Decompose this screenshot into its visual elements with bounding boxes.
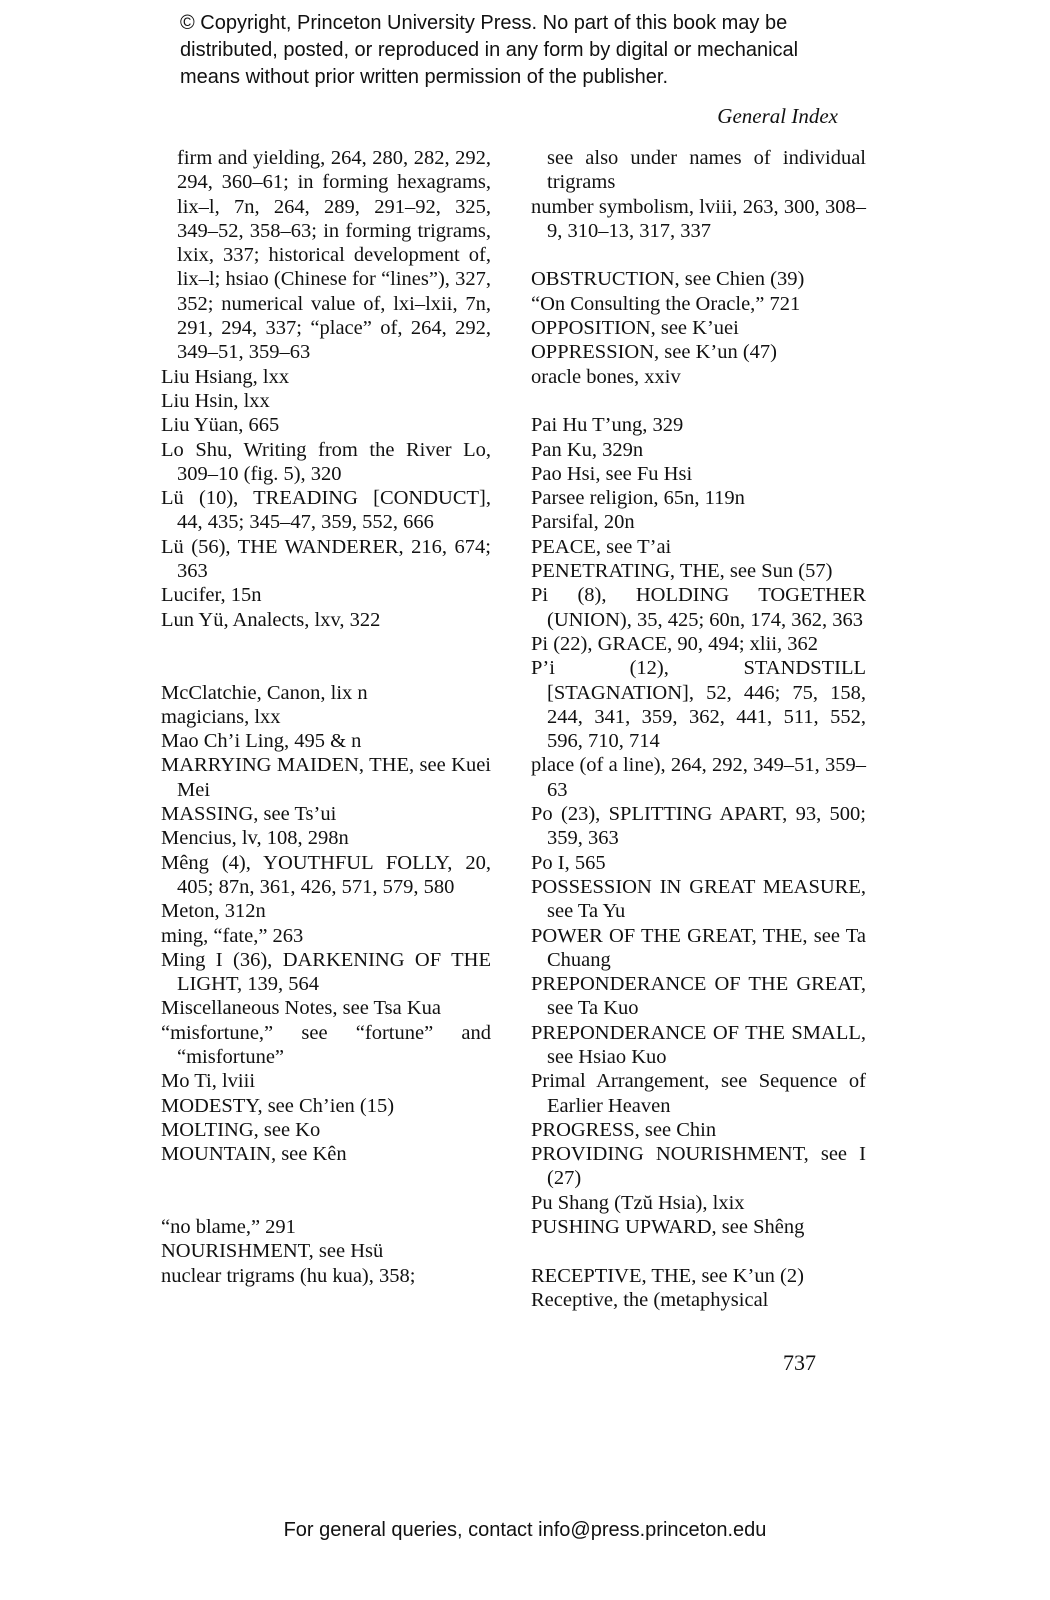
index-entry: Liu Hsin, lxx <box>161 389 270 412</box>
index-entry: firm and yielding, 264, 280, 282, 292, 294, 360–61; in forming hexagrams, lix–l, 7n, 264, 289, 291–92, 325, 349–52, 358–63; in forming trigrams, lxix, 337; historical development of, lix–l; hsiao (Chinese for “lines”), 327, 352; numerical value of, lxi–lxii, 7n, 291, 294, 337; “place” of, 264, 292, 349–51, 359–63 <box>177 147 491 364</box>
notice-line-3: means without prior written permission of the publisher. <box>180 66 669 88</box>
index-entry: Parsifal, 20n <box>531 511 635 534</box>
index-entry: McClatchie, Canon, lix n <box>161 681 368 704</box>
index-entry: PROGRESS, see Chin <box>531 1118 717 1141</box>
index-entry: Lo Shu, Writing from the River Lo, 309–10 (fig. 5), 320 <box>161 438 491 485</box>
index-entry: POWER OF THE GREAT, THE, see Ta Chuang <box>531 924 866 971</box>
index-entry: PROVIDING NOURISHMENT, see I (27) <box>531 1143 866 1190</box>
index-entry: PUSHING UPWARD, see Shêng <box>531 1216 805 1239</box>
index-entry: Lun Yü, Analects, lxv, 322 <box>161 608 381 631</box>
index-entry: ming, “fate,” 263 <box>161 924 304 947</box>
index-entry: OPPOSITION, see K’uei <box>531 317 739 340</box>
index-entry: MARRYING MAIDEN, THE, see Kuei Mei <box>161 754 491 801</box>
index-entry: POSSESSION IN GREAT MEASURE, see Ta Yu <box>531 875 866 923</box>
copyright-notice <box>180 10 900 91</box>
index-entry: Po (23), SPLITTING APART, 93, 500; 359, 363 <box>531 803 866 850</box>
index-entry: Pi (22), GRACE, 90, 494; xlii, 362 <box>531 632 819 655</box>
running-head: General Index <box>717 104 838 128</box>
index-column-right <box>531 146 866 1312</box>
index-entry: OPPRESSION, see K’un (47) <box>531 341 777 364</box>
index-entry: “On Consulting the Oracle,” 721 <box>531 292 801 315</box>
index-entry: number symbolism, lviii, 263, 300, 308–9, 310–13, 317, 337 <box>531 195 866 242</box>
index-entry: MOUNTAIN, see Kên <box>161 1143 347 1166</box>
index-entry: Meton, 312n <box>161 900 266 923</box>
index-entry: Po I, 565 <box>531 851 606 874</box>
index-entry: OBSTRUCTION, see Chien (39) <box>531 268 805 291</box>
index-entry: MOLTING, see Ko <box>161 1118 321 1141</box>
index-entry: see also under names of individual trigrams <box>547 147 866 194</box>
index-entry: Miscellaneous Notes, see Tsa Kua <box>161 997 441 1020</box>
index-entry: PENETRATING, THE, see Sun (57) <box>531 560 833 583</box>
index-entry: MODESTY, see Ch’ien (15) <box>161 1094 395 1117</box>
index-entry: Pan Ku, 329n <box>531 438 644 461</box>
index-entry: PEACE, see T’ai <box>531 535 672 558</box>
index-entry: Mêng (4), YOUTHFUL FOLLY, 20, 405; 87n, 361, 426, 571, 579, 580 <box>161 851 491 898</box>
index-entry: place (of a line), 264, 292, 349–51, 359–63 <box>531 754 866 801</box>
index-entry: NOURISHMENT, see Hsü <box>161 1240 384 1263</box>
index-entry: magicians, lxx <box>161 705 281 728</box>
index-entry: Pu Shang (Tzŭ Hsia), lxix <box>531 1191 745 1214</box>
index-entry: Lü (56), THE WANDERER, 216, 674; 363 <box>161 535 491 583</box>
index-entry: Pi (8), HOLDING TOGETHER (UNION), 35, 425; 60n, 174, 362, 363 <box>531 584 866 631</box>
notice-line-2: distributed, posted, or reproduced in any form by digital or mechanical <box>180 39 799 61</box>
index-entry: PREPONDERANCE OF THE GREAT, see Ta Kuo <box>531 973 866 1020</box>
index-entry: Mao Ch’i Ling, 495 & n <box>161 730 362 753</box>
index-entry: Pai Hu T’ung, 329 <box>531 414 684 437</box>
index-entry: Lü (10), TREADING [CONDUCT], 44, 435; 345–47, 359, 552, 666 <box>161 487 491 534</box>
index-entry: Mo Ti, lviii <box>161 1070 256 1093</box>
index-entry: Lucifer, 15n <box>161 584 262 607</box>
index-entry: Mencius, lv, 108, 298n <box>161 827 349 850</box>
index-entry: “no blame,” 291 <box>161 1216 296 1239</box>
index-entry: Primal Arrangement, see Sequence of Earlier Heaven <box>531 1070 866 1117</box>
index-column-left <box>161 146 491 1288</box>
index-entry: P’i (12), STANDSTILL [STAGNATION], 52, 446; 75, 158, 244, 341, 359, 362, 441, 511, 552, 596, 710, 714 <box>531 657 866 753</box>
notice-line-1: © Copyright, Princeton University Press. No part of this book may be <box>180 12 788 34</box>
index-entry: Pao Hsi, see Fu Hsi <box>531 462 693 485</box>
index-entry: oracle bones, xxiv <box>531 365 681 388</box>
footer-contact: For general queries, contact info@press.princeton.edu <box>283 1519 767 1541</box>
index-entry: RECEPTIVE, THE, see K’un (2) <box>531 1264 804 1287</box>
index-entry: PREPONDERANCE OF THE SMALL, see Hsiao Kuo <box>531 1021 866 1068</box>
index-entry: Parsee religion, 65n, 119n <box>531 487 745 510</box>
index-entry: nuclear trigrams (hu kua), 358; <box>161 1264 416 1287</box>
index-entry: MASSING, see Ts’ui <box>161 803 337 826</box>
index-entry: “misfortune,” see “fortune” and “misfortune” <box>161 1021 491 1068</box>
page-number: 737 <box>783 1350 816 1375</box>
index-entry: Ming I (36), DARKENING OF THE LIGHT, 139, 564 <box>161 948 491 996</box>
index-entry: Liu Hsiang, lxx <box>161 365 290 388</box>
index-entry: Liu Yüan, 665 <box>161 414 280 437</box>
index-entry: Receptive, the (metaphysical <box>531 1288 769 1311</box>
